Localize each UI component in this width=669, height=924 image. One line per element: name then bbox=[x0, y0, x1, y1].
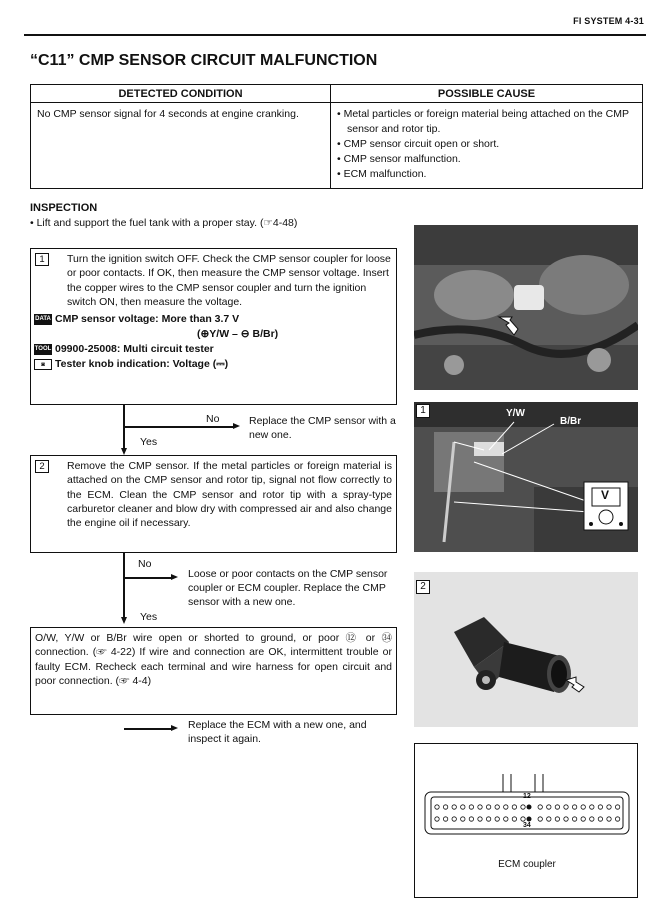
arrow-down-icon bbox=[121, 617, 127, 624]
cause-item: • ECM malfunction. bbox=[337, 168, 427, 180]
cause-item: • CMP sensor malfunction. bbox=[337, 153, 461, 165]
cmp-sensor-drawing bbox=[414, 572, 638, 727]
step-number: 1 bbox=[35, 253, 49, 266]
yes-label: Yes bbox=[140, 611, 158, 623]
measurement-photo bbox=[414, 402, 638, 552]
inspection-heading: INSPECTION bbox=[30, 202, 98, 214]
tool-line bbox=[31, 342, 396, 357]
knob-line bbox=[31, 357, 396, 372]
meter-v-label: V bbox=[601, 488, 610, 502]
step-number: 2 bbox=[35, 460, 49, 473]
cause-item: • Metal particles or foreign material being attached on the CMP sensor and rotor tip. bbox=[337, 108, 629, 135]
tester-knob-icon: ◙ bbox=[34, 359, 52, 370]
figure-number: 1 bbox=[416, 404, 430, 418]
cmp-sensor-photo bbox=[414, 572, 638, 727]
flow-line bbox=[123, 553, 125, 618]
engine-photo bbox=[414, 225, 638, 390]
possible-cause-cell bbox=[331, 103, 643, 189]
spec-voltage bbox=[31, 312, 396, 327]
ecm-caption: ECM coupler bbox=[498, 859, 556, 870]
data-badge-icon: DATA bbox=[34, 314, 52, 325]
col-detected-header: DETECTED CONDITION bbox=[31, 85, 331, 103]
wire-label-yw: Y/W bbox=[506, 408, 525, 419]
step-3-box: O/W, Y/W or B/Br wire open or shorted to ground, or poor ⑫ or ㉞ connection. (☞ 4-22) If wire and connection are OK, intermittent trouble or faulty ECM. Recheck each terminal and wire harness for open circuit and poor connection. (☞ 4-4) bbox=[30, 627, 397, 715]
wire-label-bbr: B/Br bbox=[560, 416, 582, 427]
step-1-box bbox=[30, 248, 397, 405]
final-action: Replace the ECM with a new one, and inspect it again. bbox=[188, 719, 367, 745]
figure-number: 2 bbox=[416, 580, 430, 594]
flow-line bbox=[124, 577, 172, 579]
pin-34-label: 34 bbox=[523, 822, 531, 829]
step-2-box bbox=[30, 455, 397, 553]
col-cause-header: POSSIBLE CAUSE bbox=[331, 85, 643, 103]
spec-label: CMP sensor voltage: More than 3.7 V bbox=[55, 313, 240, 326]
yes-label: Yes bbox=[140, 436, 158, 448]
arrow-down-icon bbox=[121, 448, 127, 455]
tool-badge-icon: TOOL bbox=[34, 344, 52, 355]
step-2-text: Remove the CMP sensor. If the metal particles or foreign material is attached on the CMP sensor and rotor tip, signal not flow correctly to the ECM. Clean the CMP sensor and rotor tip with a spray-type carburetor cleaner and blow dry with compressed air and also change the engine oil if necessary. bbox=[67, 460, 392, 530]
ecm-coupler-diagram bbox=[414, 743, 638, 898]
no-action: Replace the CMP sensor with a new one. bbox=[249, 415, 396, 441]
arrow-right-icon bbox=[171, 574, 178, 580]
engine-photo-drawing bbox=[414, 225, 638, 390]
spec-detail: (⊕Y/W – ⊖ B/Br) bbox=[197, 328, 279, 341]
knob-label: Tester knob indication: Voltage (⎓) bbox=[55, 358, 229, 371]
inspection-bullet: • Lift and support the fuel tank with a proper stay. (☞4-48) bbox=[30, 217, 298, 229]
tool-label: 09900-25008: Multi circuit tester bbox=[55, 343, 214, 356]
page-header bbox=[24, 14, 646, 36]
measurement-photo-drawing bbox=[414, 402, 638, 552]
no-action: Loose or poor contacts on the CMP sensor coupler or ECM coupler. Replace the CMP sensor with a new one. bbox=[188, 568, 388, 608]
condition-table bbox=[30, 84, 643, 189]
flow-line bbox=[124, 728, 172, 730]
flow-line bbox=[124, 426, 234, 428]
no-label: No bbox=[206, 413, 220, 425]
page-title: “C11” CMP SENSOR CIRCUIT MALFUNCTION bbox=[30, 52, 378, 69]
arrow-right-icon bbox=[171, 725, 178, 731]
step-1-text: Turn the ignition switch OFF. Check the CMP sensor coupler for loose or poor contacts. If OK, then measure the CMP sensor voltage. Insert the copper wires to the CMP sensor coupler and turn the ignition switch ON, then measure the voltage. bbox=[67, 253, 391, 308]
no-label: No bbox=[138, 558, 152, 570]
pin-12-label: 12 bbox=[523, 793, 531, 800]
cause-item: • CMP sensor circuit open or short. bbox=[337, 138, 500, 150]
arrow-right-icon bbox=[233, 423, 240, 429]
detected-condition-cell: No CMP sensor signal for 4 seconds at engine cranking. bbox=[31, 103, 331, 189]
section-label: FI SYSTEM 4-31 bbox=[573, 16, 644, 26]
